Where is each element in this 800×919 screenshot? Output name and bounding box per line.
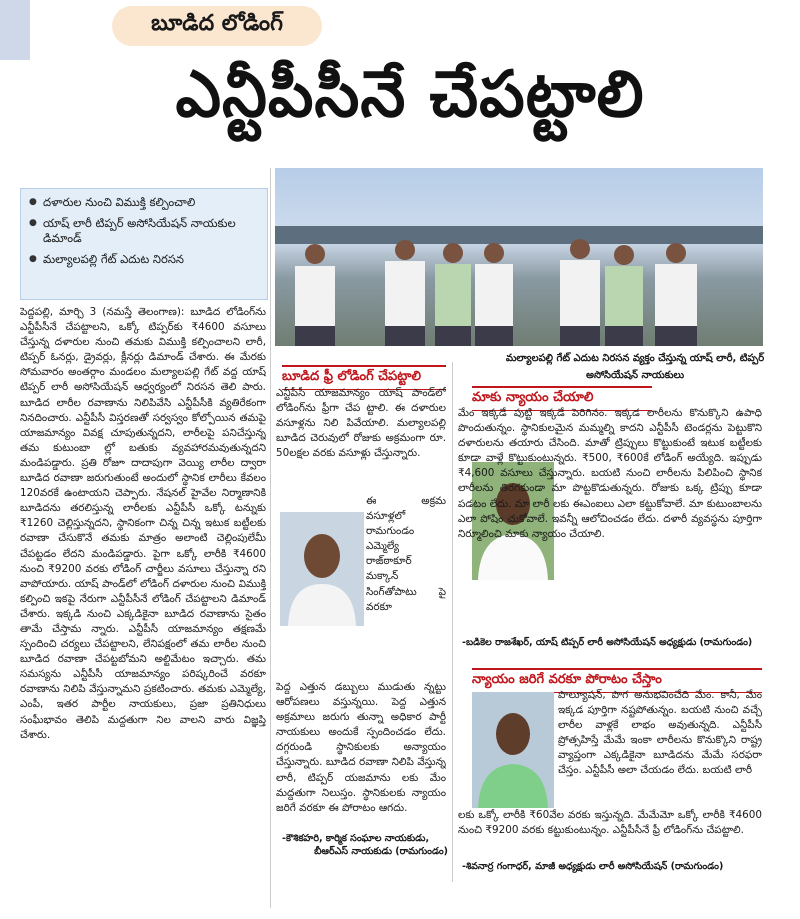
highlights-box: [20, 188, 268, 300]
highlight-item: ● యాష్ లారీ టిప్పర్ అసోసియేషన్ నాయకుల డిమాండ్: [29, 216, 259, 246]
highlight-item: ● దళారుల నుంచి విముక్తి కల్పించాలి: [29, 195, 259, 210]
portrait-photo: [280, 512, 364, 626]
corner-photo-fragment: [0, 0, 30, 60]
highlight-item: ● మల్యాలపల్లి గేట్ ఎదుట నిరసన: [29, 252, 259, 267]
section-body: ఎన్టీపీసీ యాజమాన్యం యాష్ పాండ్‌లో లోడింగ్‌ను ఫ్రీగా చేప ట్టాలి. ఈ దళారుల వసూళ్లను నిలి పివేయాలి. మల్యాలపల్లి బూడిద చెరువులో రోజుకు అక్రమంగా రూ. 50లక్షల వరకు వసూళ్లు చేస్తున్నారు.: [276, 387, 446, 460]
section-heading: మాకు న్యాయం చేయాలి: [472, 386, 652, 411]
section-heading: న్యాయం జరిగే వరకూ పోరాటం చేస్తాం: [472, 668, 762, 693]
column-divider: [270, 168, 271, 908]
main-article-body: పెద్దపల్లి, మార్చి 3 (నమస్తే తెలంగాణ): బూడిద లోడింగ్‌ను ఎన్టీపీసీనే చేపట్టాలని, ఒక్కో టిప్పర్‌కు ₹4600 వసూలు చేస్తున్న దళారుల నుంచి తమకు విముక్తి కల్పించాలని లారీ, టిప్పర్ ఓనర్లు, డ్రైవర్లు, క్లీనర్లు డిమాండ్ చేశారు. ఈ మేరకు సోమవారం అంతర్గాం మండలం మల్యాలపల్లి గేట్ వద్ద యాష్ టిప్పర్ లారీ అసోసియేషన్ ఆధ్వర్యంలో నిరసన తెలి పారు. బూడిద లారీల రవాణాను నిలిపివేసి ఎన్టీపీసీకి వ్యతిరేకంగా నినదించారు. ఎన్టీపీసీ విస్తరణతో సర్వస్వం కోల్పోయిన తమపై యాజమాన్యం వివక్ష చూపుతున్నదని, లారీలపై పనిచేస్తున్న తమ కుటుంబా ల్లో బతుకు వ్యవహారమవుతున్నదని మండిపడ్డారు. ప్రతి రోజూ దాదాపుగా వెయ్యి లారీల ద్వారా బూడిద రవాణా జరుగుతుంటే అందులో స్థానిక లారీలు కేవలం 120వరకే ఉంటాయని చెప్పారు. నేషనల్ హైవేల నిర్మాణానికి బూడిదను తరలిస్తున్న లారీలకు ఎన్టీపీసీ ఒక్కో టన్నుకు ₹1260 చెల్లిస్తున్నదని, స్థానికంగా చిన్న చిన్న ఇటుక బట్టీలకు రవాణా చేసుకొనే తమకు మాత్రం అలాంటి చెల్లింపులేమీ చేపట్టడం లేదని మండిపడ్డారు. పైగా ఒక్కో లారీకి ₹4600 నుంచి ₹9200 వరకు లోడింగ్ చార్జీలు వసూలు చేస్తున్నా రని వాపోయారు. యాష్ పాండ్‌లో లోడింగ్ దళారుల నుంచి విముక్తి కల్పించి ఇకపై నేరుగా ఎన్టీపీసీనే లోడింగ్ చేపట్టాలని డిమాండ్ చేశారు. ఇక్కడి నుంచి ఎక్కడికైనా బూడిద రవాణాను సైతం తామే చేస్తామ న్నారు. ఎన్టీపీసీ యాజమాన్యం తక్షణమే స్పందించి చర్యలు చేపట్టాలని, లేనిపక్షంలో తమ లారీల నుంచి బూడిద రవాణా చేపట్టబోమని అల్టిమేటం ఇచ్చారు. తమ సమస్యను ఎన్టీపీసీ యాజమాన్యం పరిష్కరించే వరకూ రవాణాను నిలిపి వేస్తున్నామని ప్రకటించారు. తమకు ఎమ్మెల్యే, ఎంపీ, ఇతర పార్టీల నాయకులు, ప్రజా ప్రతినిధులు సంఘీభావం తెలిపి మద్దతుగా నిల వాలని వారు విజ్ఞప్తి చేశారు.: [20, 306, 266, 741]
quote-credit: -బడికెల రాజశేఖర్, యాష్ టిప్పర్ లారీ అసోసియేషన్ అధ్యక్షుడు (రామగుండం): [462, 637, 753, 648]
quote-credit: -కౌశికహరి, కార్మిక సంఘాల నాయకుడు, బీఆర్‌ఎస్ నాయకుడు (రామగుండం): [282, 833, 448, 857]
man-portrait-icon: [472, 692, 554, 808]
section-body: ఈ అక్రమ వసూళ్లలో రామగుండం ఎమ్మెల్యే రాజ్‌ఠాకూర్ మక్కాన్ సింగ్‌తోపాటు పై వరకూ: [366, 495, 446, 613]
section-body: మేం ఇక్కడే పుట్టి ఇక్కడే పెరిగినం. ఇక్కడ లారీలను కొనుక్కొని ఉపాధి పొందుతున్నం. స్థానికులమైన మమ్మల్ని కాదని ఎన్టీపీసీ టెండర్లను పెట్టుకొని దళారులను తయారు చేసింది. మాతో ట్రిప్పులు కొట్టుకుంటే ఇటుక బట్టీలకు కూడా వాళ్లే కొట్టుకుంటున్నరు. ₹500, ₹600కే లోడింగ్ అయ్యేది. ఇప్పుడు ₹4,600 వసూలు చేస్తున్నారు. బయటి నుంచి లారీలను పిలిపించి స్థానిక లారీలను తిరగకుండా మా పొట్టకొడుతున్నరు. రోజుకు ఒక్క ట్రిప్పు కూడా పడటం లేదు. మా లారీ లకు ఈఎంఐలు ఎలా కట్టుకోవాలే. మా కుటుంబాలను ఎలా పోషిం చుకోవాలే. ఇవన్నీ ఆలోచించడం లేదు. దళారీ వ్యవస్థను పూర్తిగా నిర్మూలించి మాకు న్యాయం చేయాలి.: [458, 407, 762, 540]
column-divider: [452, 362, 453, 882]
man-portrait-icon: [280, 512, 364, 626]
protest-crowd-illustration: [275, 226, 763, 346]
section-body: లకు ఒక్కో లారీకి ₹60వేల వరకు ఇస్తున్నది. మేమేమో ఒక్కో లారీకి ₹4600 నుంచి ₹9200 వరకు కట్టుకుంటున్నం. ఎన్టీపీసీనే ఫ్రీ లోడింగ్‌ను చేపట్టాలి.: [458, 809, 762, 837]
portrait-photo: [472, 692, 554, 808]
quote-credit: -శివనార్ర గంగాధర్, మాజీ అధ్యక్షుడు లారీ అసోసియేషన్ (రామగుండం): [462, 861, 724, 872]
section-body: పెద్ద ఎత్తున డబ్బులు ముడుతు న్నట్టు ఆరోపణలు వస్తున్నయి. పెద్ద ఎత్తున అక్రమాలు జరుగు తున్నా అధికార పార్టీ నాయకులు అందుకే స్పందించడం లేదు. దగ్గరుండి స్థానికులకు అన్యాయం చేస్తున్నారు. బూడిద రవాణా నిలిపి వేస్తున్న లారీ, టిప్పర్ యజమాను లకు మేం మద్దతుగా నిలుస్తం. స్థానికులకు న్యాయం జరిగే వరకూ ఈ పోరాటం ఆగదు.: [276, 681, 446, 814]
section-heading: బూడిద ఫ్రీ లోడింగ్ చేపట్టాలి: [282, 365, 446, 390]
section-body: పొల్యూషన్, పొగ అనుభవించేది మేం. కానీ, మేం ఇక్కడ పూర్తిగా నష్టపోతున్నం. బయటి నుంచి వచ్చే లారీల వాళ్లకే లాభం అవుతున్నది. ఎన్టీపీసీ ప్రోత్సహిస్తే మేమే ఇంకా లారీలను కొనుక్కొని రాష్ట్ర వ్యాప్తంగా ఎక్కడికైనా బూడిదను మేమే సరఫరా చేస్తం. ఎన్టీపీసీ అలా చేయడం లేదు. బయటి లారీ: [558, 689, 762, 777]
photo-caption: మల్యాలపల్లి గేట్ ఎదుట నిరసన వ్యక్తం చేస్తున్న యాష్ లారీ, టిప్పర్ అసోసియేషన్ నాయకులు: [505, 353, 765, 381]
kicker-label: బూడిద లోడింగ్: [112, 6, 322, 46]
headline: ఎన్టీపీసీనే చేపట్టాలి: [175, 57, 645, 132]
protest-photo: [275, 168, 763, 346]
